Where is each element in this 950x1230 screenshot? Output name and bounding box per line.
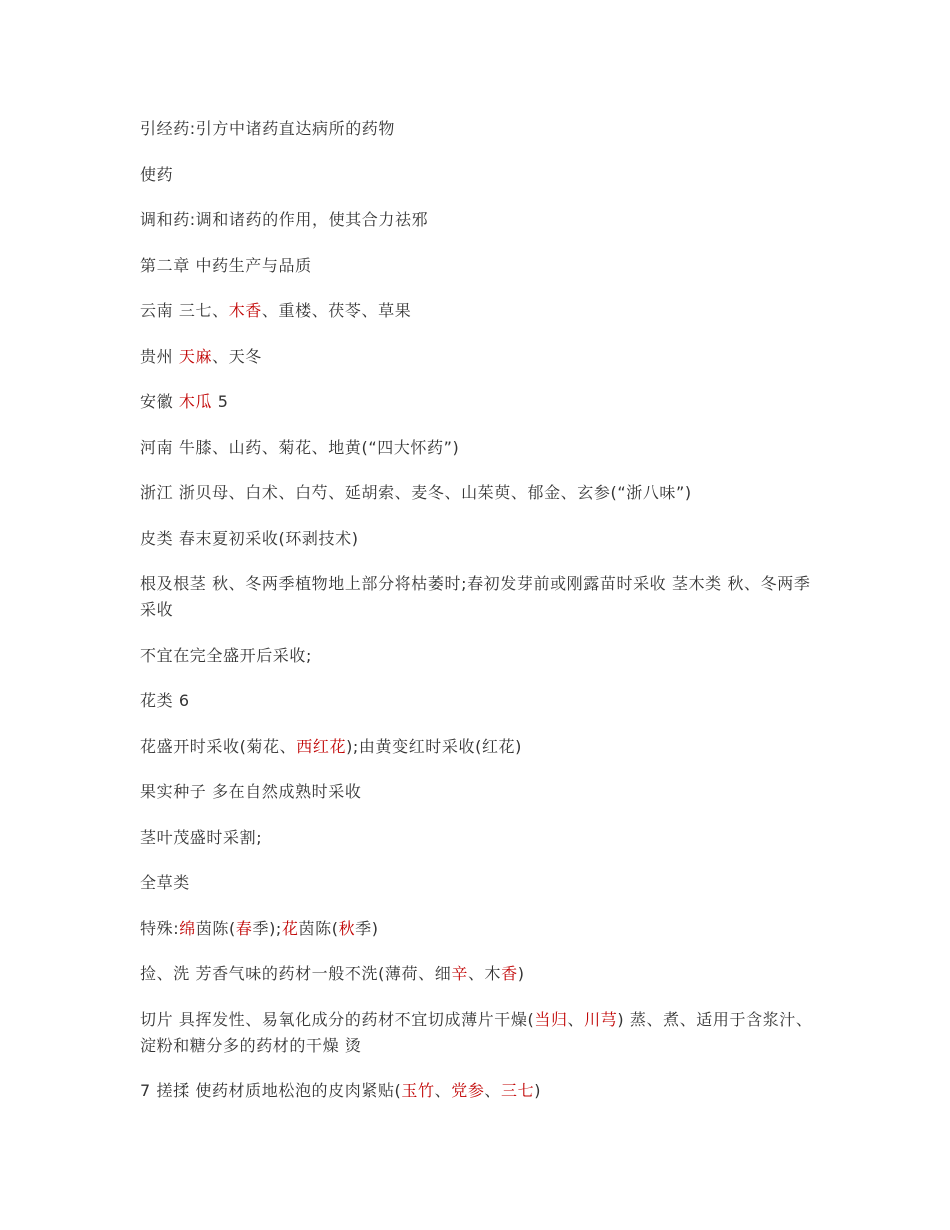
text-segment: 调和药:调和诸药的作用，使其合力祛邪 <box>140 210 429 229</box>
text-segment: 使药 <box>140 164 174 184</box>
text-paragraph <box>140 162 820 188</box>
highlighted-term: 香 <box>501 964 518 983</box>
text-segment: 安徽 <box>140 392 179 411</box>
text-segment: 、天冬 <box>212 346 262 366</box>
text-segment: 、木 <box>467 964 502 983</box>
text-paragraph <box>140 389 820 415</box>
highlighted-term: 春 <box>235 918 253 938</box>
highlighted-term: 木香 <box>228 301 262 320</box>
text-paragraph <box>140 526 820 552</box>
text-segment: ) 蒸、煮、适用于含浆汁、淀粉和糖分多的药材的干燥 烫 <box>140 1009 813 1055</box>
text-segment: 河南 牛膝、山药、菊花、地黄(“四大怀药”) <box>140 437 460 457</box>
highlighted-term: 西红花 <box>296 736 347 756</box>
highlighted-term: 辛 <box>451 964 468 983</box>
text-segment: 云南 三七、 <box>140 301 229 320</box>
text-segment: 果实种子 多在自然成熟时采收 <box>140 782 362 801</box>
highlighted-term: 花 <box>281 918 299 938</box>
text-paragraph <box>140 480 820 506</box>
text-segment: );由黄变红时采收(红花) <box>346 736 522 756</box>
text-segment: 皮类 春末夏初采收(环剥技术) <box>140 528 359 548</box>
text-segment: 贵州 <box>140 346 179 366</box>
text-paragraph <box>140 207 820 233</box>
text-segment: 第二章 中药生产与品质 <box>140 255 312 275</box>
text-paragraph <box>140 779 820 805</box>
highlighted-term: 川芎 <box>584 1009 618 1029</box>
text-segment: 特殊: <box>140 918 180 938</box>
text-paragraph <box>140 916 820 942</box>
text-segment: 茵陈( <box>195 918 236 938</box>
document-body <box>140 116 820 1124</box>
text-segment: ) <box>517 964 525 983</box>
highlighted-term: 三七 <box>501 1081 535 1100</box>
text-paragraph <box>140 734 820 760</box>
text-paragraph <box>140 870 820 896</box>
text-paragraph <box>140 435 820 461</box>
highlighted-term: 天麻 <box>178 346 213 366</box>
text-segment: 季); <box>252 918 282 938</box>
text-paragraph <box>140 643 820 669</box>
text-paragraph <box>140 1078 820 1104</box>
text-segment: 、 <box>567 1009 585 1029</box>
text-paragraph <box>140 825 820 851</box>
text-segment: 茎叶茂盛时采割; <box>140 827 263 847</box>
text-segment: 根及根茎 秋、冬两季植物地上部分将枯萎时;春初发芽前或刚露苗时采收 茎木类 秋、冬两季采收 <box>140 574 811 619</box>
text-segment: 、 <box>484 1081 502 1100</box>
highlighted-term: 当归 <box>534 1009 568 1029</box>
text-segment: 不宜在完全盛开后采收; <box>140 645 312 665</box>
text-segment: 切片 具挥发性、易氧化成分的药材不宜切成薄片干燥( <box>140 1009 535 1029</box>
text-segment: 茵陈( <box>298 918 339 938</box>
highlighted-term: 木瓜 <box>178 392 213 411</box>
highlighted-term: 党参 <box>451 1081 485 1100</box>
text-paragraph <box>140 116 820 142</box>
text-paragraph <box>140 253 820 279</box>
highlighted-term: 秋 <box>338 918 356 938</box>
text-paragraph <box>140 571 820 623</box>
text-paragraph <box>140 688 820 714</box>
text-segment: 捡、洗 芳香气味的药材一般不洗(薄荷、细 <box>140 964 452 983</box>
text-segment: 全草类 <box>140 873 190 892</box>
highlighted-term: 玉竹 <box>401 1081 435 1100</box>
text-segment: 花盛开时采收(菊花、 <box>140 736 297 756</box>
text-paragraph <box>140 1007 820 1059</box>
text-segment: 5 <box>212 392 229 411</box>
text-segment: 引经药:引方中诸药直达病所的药物 <box>140 119 395 138</box>
text-segment: 花类 6 <box>140 691 190 710</box>
text-segment: ) <box>534 1081 542 1100</box>
text-segment: 7 搓揉 使药材质地松泡的皮肉紧贴( <box>140 1081 402 1100</box>
text-paragraph <box>140 298 820 324</box>
highlighted-term: 绵 <box>179 918 196 938</box>
text-paragraph <box>140 961 820 987</box>
text-segment: 浙江 浙贝母、白术、白芍、延胡索、麦冬、山茱萸、郁金、玄参(“浙八味”) <box>140 483 692 502</box>
text-segment: 、 <box>434 1081 452 1100</box>
text-paragraph <box>140 344 820 370</box>
text-segment: 、重楼、茯苓、草果 <box>261 301 412 320</box>
text-segment: 季) <box>355 918 379 938</box>
